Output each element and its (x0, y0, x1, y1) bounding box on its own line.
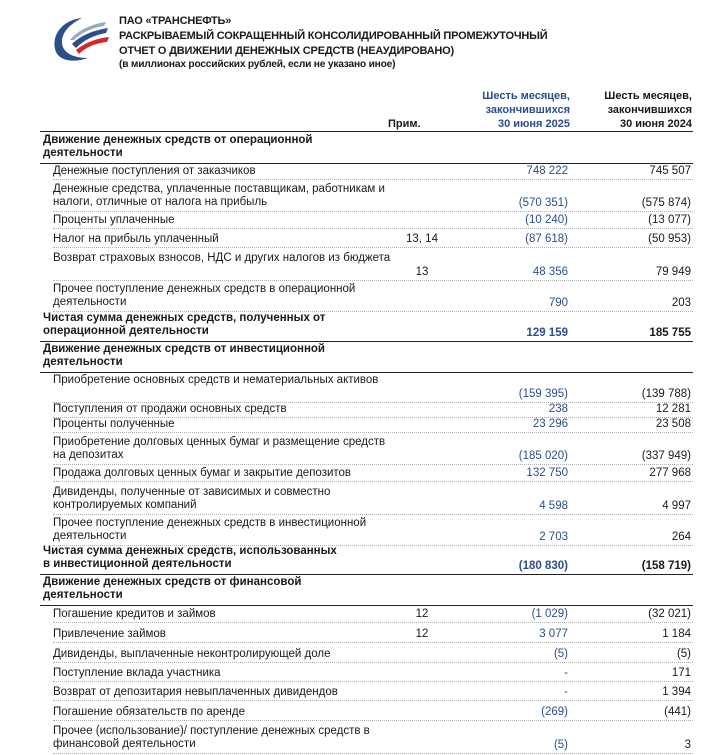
value-2025: 238 (548, 403, 568, 415)
value-2025: (159 395) (518, 388, 568, 400)
table-row (40, 403, 693, 416)
row-label: Продажа долговых ценных бумаг и закрытие депозитов (53, 467, 352, 479)
row-label: Денежные поступления от заказчиков (53, 165, 256, 177)
section-header-row (40, 576, 693, 604)
row-note: 12 (415, 628, 429, 640)
header-rule (40, 131, 693, 132)
value-2024: 185 755 (649, 327, 691, 339)
section-rule (40, 372, 693, 373)
row-label: Движение денежных средств от инвестиционной деятельности (43, 343, 325, 368)
value-2024: 23 508 (655, 418, 691, 430)
value-2024: 3 (684, 739, 691, 751)
value-2025: (180 830) (518, 560, 568, 572)
value-2024: (50 953) (648, 233, 691, 245)
value-2024: 277 968 (649, 467, 691, 479)
value-2025: (5) (553, 648, 568, 660)
row-divider (53, 280, 693, 281)
table-row (40, 214, 693, 227)
report-title-line2: ОТЧЕТ О ДВИЖЕНИИ ДЕНЕЖНЫХ СРЕДСТВ (НЕАУДИРОВАНО) (119, 44, 454, 57)
row-divider (53, 432, 693, 433)
value-2024: 203 (671, 297, 691, 309)
row-label: Движение денежных средств от операционной деятельности (43, 134, 313, 159)
table-row (40, 486, 693, 513)
column-header-2024: Шесть месяцев, закончившихся 30 июня 2024 (604, 90, 692, 130)
row-note: 12 (415, 608, 429, 620)
row-divider (53, 622, 693, 623)
section-header-row (40, 134, 693, 162)
value-2024: (139 788) (641, 388, 691, 400)
value-2025: 4 598 (539, 500, 568, 512)
table-row (40, 667, 693, 680)
row-label: Прочее (использование)/ поступление денежных средств в финансовой деятельности (53, 725, 370, 750)
row-label: Поступление вклада участника (53, 667, 221, 679)
table-row (40, 233, 693, 246)
value-2025: 132 750 (526, 467, 568, 479)
value-2024: (5) (676, 648, 691, 660)
value-2024: (32 021) (648, 608, 691, 620)
column-header-2025: Шесть месяцев, закончившихся 30 июня 2025 (482, 90, 570, 130)
value-2025: (185 020) (518, 450, 568, 462)
total-row (40, 312, 693, 340)
row-divider (53, 179, 693, 180)
row-label: Дивиденды, полученные от зависимых и совместно контролируемых компаний (53, 486, 331, 511)
total-rule (40, 574, 693, 575)
report-subtitle: (в миллионах российских рублей, если не указано иное) (119, 59, 396, 71)
report-header (119, 14, 547, 73)
value-2025: 48 356 (532, 266, 568, 278)
row-divider (53, 464, 693, 465)
column-header-note: Прим. (388, 118, 421, 130)
table-row (40, 183, 693, 210)
total-rule (40, 341, 693, 342)
value-2025: (5) (553, 739, 568, 751)
table-row (40, 283, 693, 310)
report-title-line1: РАСКРЫВАЕМЫЙ СОКРАЩЕННЫЙ КОНСОЛИДИРОВАННЫЙ ПРОМЕЖУТОЧНЫЙ (119, 29, 548, 42)
value-2025: (269) (541, 706, 568, 718)
row-label: Налог на прибыль уплаченный (53, 233, 219, 245)
row-divider (53, 753, 693, 754)
value-2024: (13 077) (648, 214, 691, 226)
row-note: 13, 14 (406, 233, 438, 245)
table-row (40, 608, 693, 621)
row-divider (53, 247, 693, 248)
value-2025: 3 077 (539, 628, 568, 640)
value-2025: (10 240) (525, 214, 568, 226)
row-divider (53, 681, 693, 682)
row-label: Движение денежных средств от финансовой деятельности (43, 576, 302, 601)
table-row (40, 648, 693, 661)
value-2025: (1 029) (531, 608, 568, 620)
row-divider (53, 211, 693, 212)
row-divider (53, 642, 693, 643)
value-2024: 12 281 (655, 403, 691, 415)
row-label: Дивиденды, выплаченные неконтролирующей доле (53, 648, 331, 660)
value-2024: 79 949 (655, 266, 691, 278)
value-2025: 2 703 (539, 531, 568, 543)
value-2025: 23 296 (532, 418, 568, 430)
value-2024: 264 (671, 531, 691, 543)
row-label: Возврат от депозитария невыплаченных дивидендов (53, 686, 338, 698)
row-divider (53, 228, 693, 229)
table-row (40, 418, 693, 431)
table-row (40, 517, 693, 544)
section-header-row (40, 343, 693, 371)
row-divider (53, 514, 693, 515)
value-2025: (87 618) (525, 233, 568, 245)
transneft-logo (48, 14, 110, 64)
table-row (40, 252, 693, 279)
row-divider (53, 700, 693, 701)
row-divider (53, 720, 693, 721)
row-label: Поступления от продажи основных средств (53, 403, 287, 415)
row-label: Денежные средства, уплаченные поставщикам, работникам и налоги, отличные от налога на прибыль (53, 183, 385, 208)
table-row (40, 467, 693, 480)
value-2024: (441) (664, 706, 691, 718)
table-row (40, 628, 693, 641)
table-row (40, 374, 693, 401)
table-row (40, 706, 693, 719)
value-2024: 4 997 (662, 500, 691, 512)
row-note: 13 (415, 266, 429, 278)
section-rule (40, 163, 693, 164)
value-2025: 129 159 (526, 327, 568, 339)
value-2024: (575 874) (641, 197, 691, 209)
value-2025: 790 (548, 297, 568, 309)
value-2025: 748 222 (526, 165, 568, 177)
value-2024: 745 507 (649, 165, 691, 177)
value-2024: 1 184 (662, 628, 691, 640)
row-divider (53, 481, 693, 482)
value-2025: - (564, 667, 568, 679)
row-label: Проценты полученные (53, 418, 175, 430)
row-label: Проценты уплаченные (53, 214, 175, 226)
table-row (40, 686, 693, 699)
row-label: Прочее поступление денежных средств в операционной деятельности (53, 283, 356, 308)
row-label: Приобретение основных средств и нематериальных активов (53, 374, 379, 386)
value-2024: 171 (671, 667, 691, 679)
row-label: Прочее поступление денежных средств в инвестиционной деятельности (53, 517, 367, 542)
value-2025: (570 351) (518, 197, 568, 209)
table-row (40, 165, 693, 178)
total-row (40, 545, 693, 573)
value-2024: (337 949) (641, 450, 691, 462)
section-rule (40, 605, 693, 606)
row-label: Привлечение займов (53, 628, 166, 640)
row-label: Чистая сумма денежных средств, использованных в инвестиционной деятельности (43, 545, 337, 570)
table-row (40, 436, 693, 463)
row-label: Погашение кредитов и займов (53, 608, 216, 620)
row-label: Чистая сумма денежных средств, полученных от операционной деятельности (43, 312, 326, 337)
row-label: Возврат страховых взносов, НДС и других налогов из бюджета (53, 252, 391, 264)
value-2024: (158 719) (641, 560, 691, 572)
table-row (40, 725, 693, 752)
value-2025: - (564, 686, 568, 698)
value-2024: 1 394 (662, 686, 691, 698)
row-label: Приобретение долговых ценных бумаг и размещение средств на депозитах (53, 436, 386, 461)
row-label: Погашение обязательств по аренде (53, 706, 245, 718)
company-name: ПАО «ТРАНСНЕФТЬ» (119, 15, 232, 27)
row-divider (53, 662, 693, 663)
